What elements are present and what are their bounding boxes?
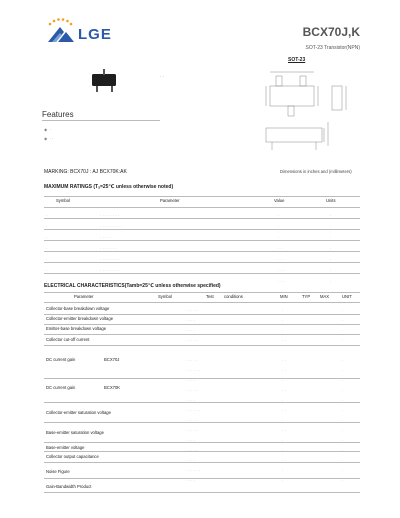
features-rule	[42, 120, 160, 121]
elec-title: ELECTRICAL CHARACTERISTICS(Tamb=25℃ unless otherwise specified)	[44, 283, 221, 289]
col-min: MIN	[280, 294, 288, 299]
col-max: MAX	[320, 294, 330, 299]
package-drawing	[258, 66, 358, 164]
subtitle: SOT-23 Transistor(NPN)	[305, 45, 360, 51]
feature-bullet-1: ◆ ·	[44, 127, 51, 132]
param-ft: Gain-Bandwidth Product	[46, 484, 92, 489]
param-vbesat: Base-emitter saturation voltage	[46, 430, 104, 435]
max-ratings-header	[44, 196, 360, 206]
col-value: Value	[274, 198, 285, 203]
gain-label-j: BCX70J	[104, 357, 120, 362]
max-ratings-title: MAXIMUM RATINGS (Tₐ=25℃ unless otherwise noted)	[44, 184, 174, 190]
dimensions-note: Dimensions in inches and (millimeters)	[280, 169, 352, 174]
features-title: Features	[42, 110, 74, 119]
max-ratings-faint-values: · · · · · · · · · · · · ·	[278, 213, 285, 284]
elec-faint-conditions: · · · · · · · · · · · · · · · · · · · · · · · · · · · · · · · · · · · · · · · · · · · · · · · · · · · · · · · · · · · · · · · · · · · · · · · · · · · · · · · · ·	[186, 308, 201, 483]
col-parameter: Parameter	[160, 198, 180, 203]
gain-label-k: BCX70K	[104, 385, 121, 390]
param-cob: Collector output capacitance	[46, 454, 99, 459]
col-conditions: conditions	[224, 294, 243, 299]
company-logo	[40, 14, 120, 46]
logo-text: LGE	[78, 26, 112, 43]
param-vebo: Emitter-base breakdown voltage	[46, 326, 107, 331]
pin-note: · ·	[160, 74, 164, 79]
col-typ: TYP	[302, 294, 311, 299]
col-units: Units	[326, 198, 336, 203]
param-vcbo: Collector-base breakdown voltage	[46, 306, 110, 311]
transistor-image	[84, 68, 124, 96]
max-ratings-faint-params: · · · · · · · · · · · · · · · · · · · · · · · · · · · · · · · · · · · · · · · · · · · · · · · · · · · ·	[100, 213, 122, 284]
param-nf: Noise Figure	[46, 469, 70, 474]
param-vceo: Collector-emitter breakdown voltage	[46, 316, 114, 321]
elec-header	[44, 292, 360, 302]
elec-faint-units: · · · · · · · · · · · · · · · · ·	[342, 308, 344, 483]
param-hfe-2: DC current gain	[46, 385, 76, 390]
col-unit: UNIT	[342, 294, 352, 299]
max-ratings-faint-cells: · · · · · · ·	[46, 213, 48, 284]
col-parameter: Parameter	[74, 294, 94, 299]
param-icbo: Collector cut-off current	[46, 337, 90, 342]
package-label: SOT-23	[288, 57, 306, 63]
feature-bullet-2: ◆ · ·	[44, 136, 54, 141]
part-number: BCX70J,K	[302, 25, 360, 39]
max-ratings-faint-units: · · · · · · ·	[330, 213, 332, 284]
col-symbol: Symbol	[158, 294, 172, 299]
marking-text: MARKING: BCX70J : AJ BCX70K:AK	[44, 169, 127, 175]
elec-faint-values: · · · · · · · · · · · · · · · · · · · · · · · ·	[282, 308, 286, 483]
param-vbe: Base-emitter voltage	[46, 445, 85, 450]
param-hfe-1: DC current gain	[46, 357, 76, 362]
col-test: Test	[206, 294, 214, 299]
param-vcesat: Collector-emitter saturation voltage	[46, 410, 111, 415]
col-symbol: Symbol	[56, 198, 70, 203]
